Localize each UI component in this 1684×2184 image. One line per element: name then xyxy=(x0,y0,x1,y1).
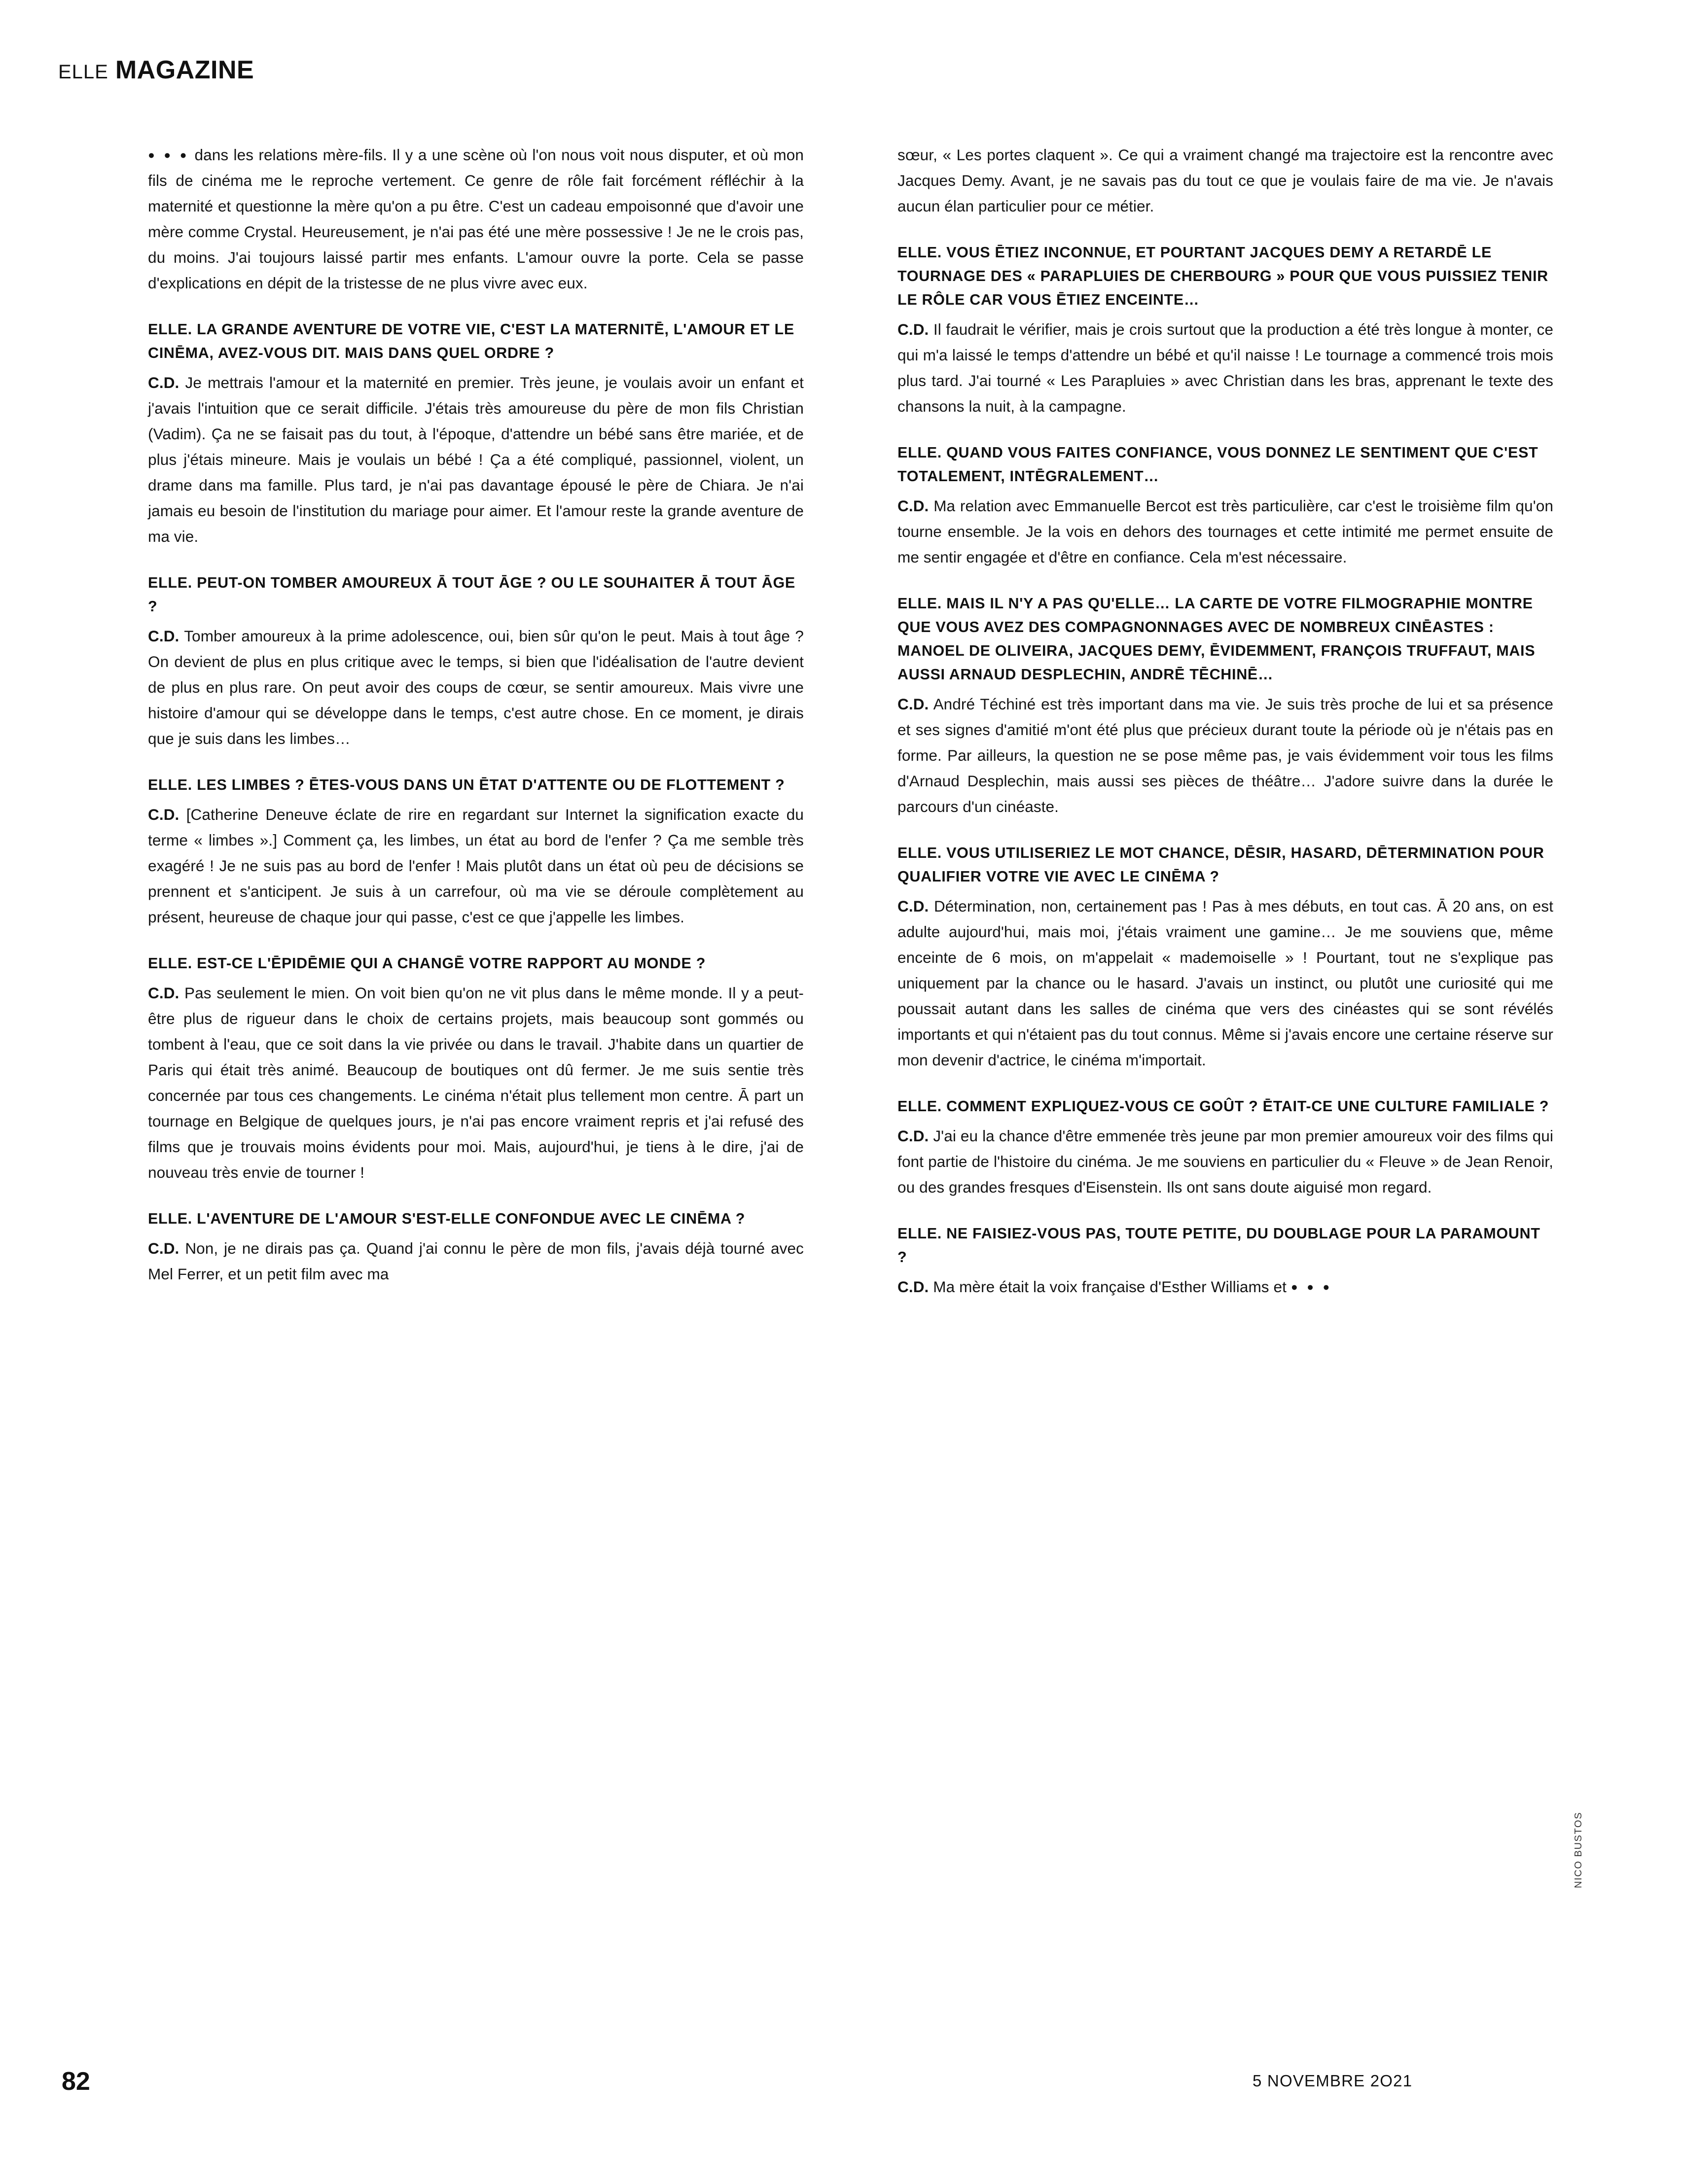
continuation-paragraph-left xyxy=(148,142,804,296)
right-column xyxy=(897,142,1553,1300)
question-heading: ELLE. NE FAISIEZ-VOUS PAS, TOUTE PETITE, DU DOUBLAGE POUR LA PARAMOUNT ? xyxy=(897,1225,1541,1266)
masthead xyxy=(58,55,254,85)
answer-paragraph xyxy=(148,370,804,549)
answer-text: Ma relation avec Emmanuelle Bercot est très particulière, car c'est le troisième film qu'on tourne ensemble. Je la vois en dehors des tournages et cette intimité me permet ensuite de me sentir engagée et d'être en confiance. Cela m'est nécessaire. xyxy=(897,497,1554,566)
masthead-elle: ELLE xyxy=(58,61,108,83)
continued-dots-icon: ● ● ● xyxy=(1290,1280,1333,1293)
answer-paragraph xyxy=(148,802,804,930)
answer-paragraph xyxy=(148,980,804,1185)
question-heading: ELLE. LA GRANDE AVENTURE DE VOTRE VIE, C'EST LA MATERNITĒ, L'AMOUR ET LE CINĒMA, AVEZ-VOUS DIT. MAIS DANS QUEL ORDRE ? xyxy=(148,321,794,361)
article-columns xyxy=(148,142,1553,1300)
answer-text: [Catherine Deneuve éclate de rire en regardant sur Internet la signification exacte du terme « limbes ».] Comment ça, les limbes, un état au bord de l'enfer ? Ça me semble très exagéré ! Je ne suis pas au bord de l'enfer ! Mais plutôt dans un état où peu de décisions se prennent et s'anticipent. Je suis à un carrefour, où ma vie se déroule complètement au présent, heureuse de chaque jour qui passe, c'est ce que j'appelle les limbes. xyxy=(148,806,804,926)
answer-paragraph-final xyxy=(897,1274,1553,1300)
page-number: 82 xyxy=(62,2067,90,2096)
speaker-label-cd: C.D. xyxy=(897,1127,929,1145)
answer-paragraph xyxy=(897,317,1553,419)
question-heading: ELLE. COMMENT EXPLIQUEZ-VOUS CE GOÛT ? ĒTAIT-CE UNE CULTURE FAMILIALE ? xyxy=(897,1098,1549,1115)
question-heading: ELLE. VOUS ĒTIEZ INCONNUE, ET POURTANT JACQUES DEMY A RETARDĒ LE TOURNAGE DES « PARAPLUIES DE CHERBOURG » POUR QUE VOUS PUISSIEZ TENIR LE RÔLE CAR VOUS ĒTIEZ ENCEINTE… xyxy=(897,244,1548,308)
answer-paragraph xyxy=(897,691,1553,819)
answer-text: Tomber amoureux à la prime adolescence, oui, bien sûr qu'on le peut. Mais à tout âge ? On devient de plus en plus critique avec le temps, si bien que l'idéalisation de l'autre devient de plus en plus rare. On peut avoir des coups de cœur, se sentir amoureux. Mais vivre une histoire d'amour qui se développe dans le temps, c'est autre chose. En ce moment, je dirais que je suis dans les limbes… xyxy=(148,627,804,747)
continuation-text-left: dans les relations mère-fils. Il y a une scène où l'on nous voit nous disputer, et où mon fils de cinéma me le reproche vertement. Ce genre de rôle fait forcément réfléchir à la maternité et questionne la mère qu'on a pu être. C'est un cadeau empoisonné que d'avoir une mère comme Crystal. Heureusement, je n'ai pas été une mère possessive ! Je ne le crois pas, du moins. J'ai toujours laissé partir mes enfants. L'amour ouvre la porte. Cela se passe d'explications en dépit de la tristesse de ne plus vivre avec eux. xyxy=(148,146,804,292)
speaker-label-cd: C.D. xyxy=(148,984,179,1002)
speaker-label-cd: C.D. xyxy=(148,627,179,645)
answer-paragraph xyxy=(148,623,804,751)
speaker-label-cd: C.D. xyxy=(897,897,929,915)
answer-paragraph xyxy=(148,1235,804,1287)
speaker-label-cd: C.D. xyxy=(148,806,179,823)
speaker-label-cd: C.D. xyxy=(897,1278,929,1296)
answer-paragraph xyxy=(897,493,1553,570)
speaker-label-cd: C.D. xyxy=(897,497,929,515)
photo-credit: NICO BUSTOS xyxy=(1573,1811,1584,1888)
answer-text: J'ai eu la chance d'être emmenée très jeune par mon premier amoureux voir des films qui font partie de l'histoire du cinéma. Je me souviens en particulier du « Fleuve » de Jean Renoir, ou des grandes fresques d'Eisenstein. Ils ont sans doute aiguisé mon regard. xyxy=(897,1127,1554,1196)
question-heading: ELLE. QUAND VOUS FAITES CONFIANCE, VOUS DONNEZ LE SENTIMENT QUE C'EST TOTALEMENT, INTĒGRALEMENT… xyxy=(897,444,1539,485)
question-heading: ELLE. VOUS UTILISERIEZ LE MOT CHANCE, DĒSIR, HASARD, DĒTERMINATION POUR QUALIFIER VOTRE VIE AVEC LE CINĒMA ? xyxy=(897,845,1544,885)
answer-text: Il faudrait le vérifier, mais je crois surtout que la production a été très longue à monter, ce qui m'a laissé le temps d'attendre un bébé et qu'il naisse ! Le tournage a commencé trois mois plus tard. J'ai tourné « Les Parapluies » avec Christian dans les bras, apprenant le texte des chansons la nuit, à la campagne. xyxy=(897,320,1553,415)
left-column xyxy=(148,142,804,1300)
continuation-dots-icon: ● ● ● xyxy=(148,148,190,161)
issue-date: 5 NOVEMBRE 2O21 xyxy=(1253,2072,1413,2090)
question-heading: ELLE. MAIS IL N'Y A PAS QU'ELLE… LA CARTE DE VOTRE FILMOGRAPHIE MONTRE QUE VOUS AVEZ DES COMPAGNONNAGES AVEC DE NOMBREUX CINĒASTES : MANOEL DE OLIVEIRA, JACQUES DEMY, ĒVIDEMMENT, FRANÇOIS TRUFFAUT, MAIS AUSSI ARNAUD DESPLECHIN, ANDRĒ TĒCHINĒ… xyxy=(897,595,1536,683)
answer-text: Je mettrais l'amour et la maternité en premier. Très jeune, je voulais avoir un enfant et j'avais l'intuition que ce serait difficile. J'étais très amoureuse du père de mon fils Christian (Vadim). Ça ne se faisait pas du tout, à l'époque, d'attendre un bébé sans être mariée, et de plus j'étais mineure. Mais je voulais un bébé ! Ça a été compliqué, passionnel, violent, un drame dans ma famille. Plus tard, je n'ai pas davantage épousé le père de Chiara. Je n'ai jamais eu besoin de l'institution du mariage pour aimer. Et l'amour reste la grande aventure de ma vie. xyxy=(148,374,804,545)
speaker-label-cd: C.D. xyxy=(897,695,929,713)
speaker-label-cd: C.D. xyxy=(897,320,929,338)
speaker-label-cd: C.D. xyxy=(148,1239,179,1257)
answer-text: André Téchiné est très important dans ma vie. Je suis très proche de lui et sa présence et ses signes d'amitié m'ont été plus que précieux durant toute la période où je n'étais pas en forme. Par ailleurs, la question ne se pose même pas, je vais évidemment voir tous les films d'Arnaud Desplechin, mais aussi ses pièces de théâtre… J'adore suivre dans la durée le parcours d'un cinéaste. xyxy=(897,695,1553,815)
question-heading: ELLE. L'AVENTURE DE L'AMOUR S'EST-ELLE CONFONDUE AVEC LE CINĒMA ? xyxy=(148,1210,746,1227)
answer-text: Non, je ne dirais pas ça. Quand j'ai connu le père de mon fils, j'avais déjà tourné avec Mel Ferrer, et un petit film avec ma xyxy=(148,1239,804,1283)
continuation-paragraph-right: sœur, « Les portes claquent ». Ce qui a vraiment changé ma trajectoire est la rencontre avec Jacques Demy. Avant, je ne savais pas du tout ce que je voulais faire de ma vie. Je n'avais aucun élan particulier pour ce métier. xyxy=(897,146,1553,215)
question-heading: ELLE. EST-CE L'ĒPIDĒMIE QUI A CHANGĒ VOTRE RAPPORT AU MONDE ? xyxy=(148,955,706,972)
masthead-magazine: MAGAZINE xyxy=(115,56,254,84)
answer-text: Détermination, non, certainement pas ! Pas à mes débuts, en tout cas. Ā 20 ans, on est adulte aujourd'hui, mais moi, j'étais vraiment une gamine… Je me souviens que, même enceinte de 6 mois, on m'appelait « mademoiselle » ! Pourtant, tout ne s'explique pas uniquement par la chance ou le hasard. J'avais un instinct, ou plutôt une curiosité qui me poussait autant dans les salles de cinéma que vers des cinéastes qui se sont révélés importants et qui n'étaient pas du tout connus. Même si j'avais encore une certaine réserve sur mon devenir d'actrice, le cinéma m'importait. xyxy=(897,897,1553,1069)
question-heading: ELLE. PEUT-ON TOMBER AMOUREUX Ā TOUT ĀGE ? OU LE SOUHAITER Ā TOUT ĀGE ? xyxy=(148,574,795,615)
answer-text: Ma mère était la voix française d'Esther Williams et xyxy=(933,1278,1287,1296)
answer-text: Pas seulement le mien. On voit bien qu'on ne vit plus dans le même monde. Il y a peut-être plus de rigueur dans le choix de certains projets, mais beaucoup sont gommés ou tombent à l'eau, que ce soit dans la vie privée ou dans le travail. J'habite dans un quartier de Paris qui était très animé. Beaucoup de boutiques ont dû fermer. Je me suis sentie très concernée par tous ces changements. Le cinéma n'était plus tellement mon centre. Ā part un tournage en Belgique de quelques jours, je n'ai pas encore vraiment repris et j'ai refusé des films que je trouvais moins évidents pour moi. Mais, aujourd'hui, je tiens à le dire, j'ai de nouveau très envie de tourner ! xyxy=(148,984,804,1181)
answer-paragraph xyxy=(897,893,1553,1073)
question-heading: ELLE. LES LIMBES ? ĒTES-VOUS DANS UN ĒTAT D'ATTENTE OU DE FLOTTEMENT ? xyxy=(148,776,785,793)
speaker-label-cd: C.D. xyxy=(148,374,179,391)
answer-paragraph xyxy=(897,1123,1553,1200)
